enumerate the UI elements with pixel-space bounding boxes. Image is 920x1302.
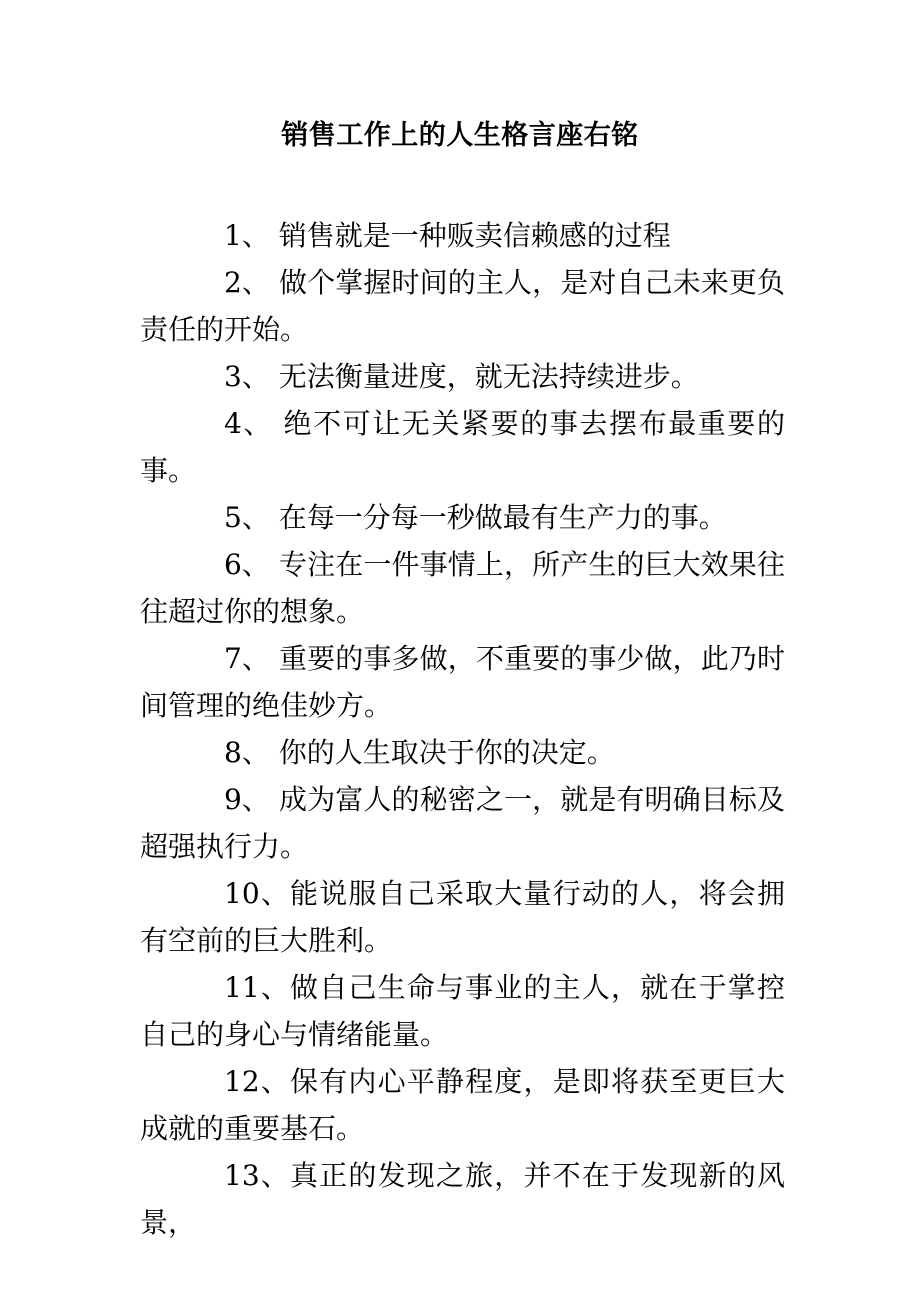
quote-item-4: 4、 绝不可让无关紧要的事去摆布最重要的事。 [140, 407, 785, 487]
document-title: 销售工作上的人生格言座右铭 [281, 120, 639, 151]
quote-item-2: 2、 做个掌握时间的主人，是对自己未来更负责任的开始。 [140, 266, 785, 346]
quote-item-6: 6、 专注在一件事情上，所产生的巨大效果往往超过你的想象。 [140, 548, 785, 628]
quote-item-11: 11、做自己生命与事业的主人，就在于掌控自己的身心与情绪能量。 [140, 971, 785, 1051]
quote-item-1: 1、 销售就是一种贩卖信赖感的过程 [224, 219, 671, 252]
quote-item-7: 7、 重要的事多做，不重要的事少做，此乃时间管理的绝佳妙方。 [140, 642, 785, 722]
quote-item-3: 3、 无法衡量进度，就无法持续进步。 [224, 360, 699, 393]
quote-item-9: 9、 成为富人的秘密之一，就是有明确目标及超强执行力。 [140, 783, 785, 863]
quote-item-8: 8、 你的人生取决于你的决定。 [224, 736, 615, 769]
quote-list [140, 212, 785, 1246]
quote-item-12: 12、保有内心平静程度，是即将获至更巨大成就的重要基石。 [140, 1065, 785, 1145]
quote-item-13: 13、真正的发现之旅，并不在于发现新的风景， [140, 1159, 785, 1239]
quote-item-10: 10、能说服自己采取大量行动的人，将会拥有空前的巨大胜利。 [140, 877, 785, 957]
quote-item-5: 5、 在每一分每一秒做最有生产力的事。 [224, 501, 727, 534]
